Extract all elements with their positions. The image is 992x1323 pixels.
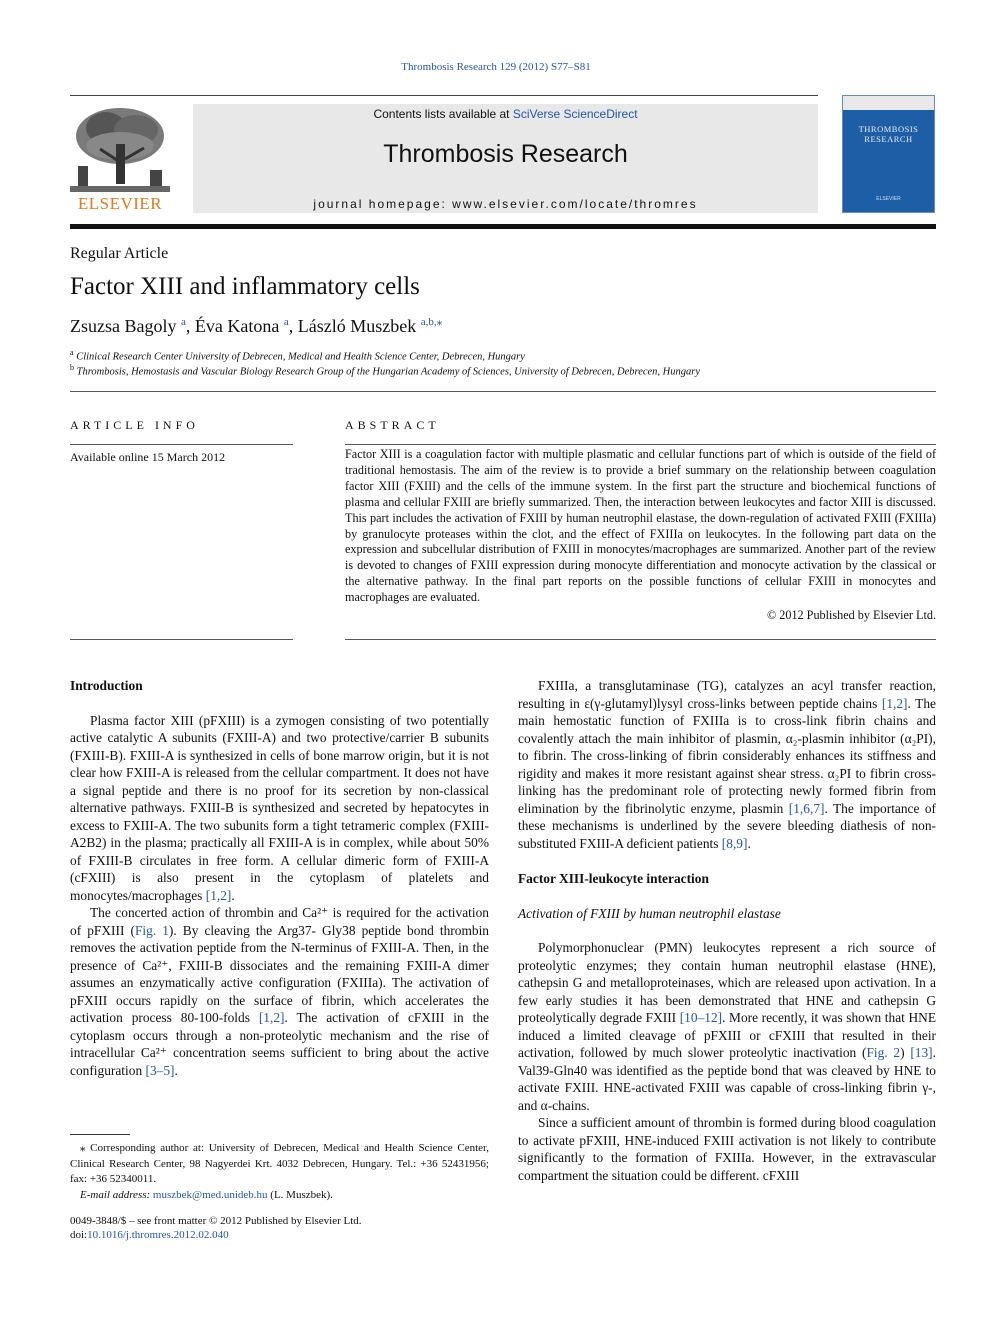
paragraph-text: . The importance of these mechanisms is underlined by the severe bleeding diathesis of non-substituted FXIII-A deficient patients — [518, 800, 936, 851]
author-marks[interactable]: a — [283, 316, 289, 328]
sciencedirect-link[interactable]: SciVerse ScienceDirect — [512, 107, 638, 121]
journal-cover-image — [842, 95, 935, 213]
footnotes — [70, 1141, 489, 1203]
paragraph-text: . Val39-Gln40 was identified as the peptide bond that was cleaved by HNE to activate FXIII. HNE-activated FXIII was capable of cross-linking fibrin γ-, and α-chains. — [518, 1045, 936, 1113]
affiliation-mark: b — [70, 363, 74, 372]
paragraph-text: ) — [900, 1045, 911, 1060]
paragraph-text: . The activation of cFXIII in the cytoplasm occurs through a non-proteolytic mechanism and the rise of intracellular Ca²⁺ concentration seems sufficient to bring about the active configuration — [70, 1010, 489, 1078]
affiliation-text: Clinical Research Center University of Debrecen, Medical and Health Science Center, Debrecen, Hungary — [76, 351, 525, 363]
doi-label: doi: — [70, 1229, 88, 1241]
author-name: László Muszbek — [297, 316, 417, 336]
reference-link[interactable]: [1,2] — [881, 695, 908, 711]
affiliation-mark: a — [70, 348, 74, 357]
elsevier-logo — [70, 104, 170, 214]
paragraph-text: Polymorphonuclear (PMN) leukocytes represent a rich source of proteolytic enzymes; they contain human neutrophil elastase (HNE), cathepsin G and metalloproteinases, which are released upon activation. In a few early studies it has been demonstrated that HNE and cathepsin G proteolytically degrade FXIII — [518, 940, 936, 1025]
info-rule-bottom — [70, 639, 293, 640]
article-type: Regular Article — [70, 245, 169, 262]
doi-link[interactable]: 10.1016/j.thromres.2012.02.040 — [87, 1229, 229, 1241]
email-link[interactable]: muszbek@med.unideb.hu — [152, 1188, 268, 1201]
reference-link[interactable]: [3–5] — [145, 1062, 175, 1078]
author-marks[interactable]: a,b,⁎ — [420, 316, 443, 328]
cover-title: THROMBOSIS RESEARCH — [858, 124, 919, 144]
affiliation — [70, 348, 525, 363]
section-rule — [70, 391, 936, 392]
paragraph-text: . More recently, it was shown that HNE induced a limited cleavage of pFXIII or cFXIII that resulted in their activation, followed by much slower proteolytic inactivation ( — [518, 1010, 936, 1060]
affiliation-text: Thrombosis, Hemostasis and Vascular Biology Research Group of the Hungarian Academy of Sciences, University of Debrecen, Debrecen, Hungary — [76, 366, 701, 378]
paragraph-text: The concerted action of thrombin and Ca²⁺ is required for the activation of pFXIII ( — [70, 905, 489, 938]
footnote-rule — [70, 1134, 130, 1135]
issn-block — [70, 1214, 362, 1242]
abstract-rule-bottom — [345, 639, 936, 640]
abstract-copyright: © 2012 Published by Elsevier Ltd. — [766, 608, 936, 622]
author-name: Zsuzsa Bagoly — [70, 316, 177, 336]
body-column-left — [70, 677, 489, 1079]
author-marks[interactable]: a — [180, 316, 186, 328]
reference-link[interactable]: [1,2] — [258, 1010, 285, 1025]
issn-line: 0049-3848/$ – see front matter © 2012 Published by Elsevier Ltd. — [70, 1215, 362, 1227]
subsection-heading: Activation of FXIII by human neutrophil elastase — [518, 905, 781, 921]
contents-prefix: Contents lists available at — [373, 107, 513, 121]
homepage-prefix: journal homepage: — [313, 197, 453, 211]
email-note — [70, 1188, 489, 1204]
paragraph: Since a sufficient amount of thrombin is formed during blood coagulation to activate pFXIII, HNE-induced FXIII activation is not likely to contribute significantly to the formation of FXIIIa. However, in the extravascular compartment the situation could be different. cFXIII — [518, 1115, 936, 1183]
doi-line — [70, 1228, 362, 1242]
header-rule — [70, 95, 818, 96]
email-label: E-mail address: — [80, 1188, 153, 1201]
info-rule — [70, 444, 293, 445]
figure-link[interactable]: Fig. 1 — [134, 922, 169, 938]
article-info-heading: ARTICLE INFO — [70, 418, 199, 432]
paragraph-text: ). By cleaving the Arg37- Gly38 peptide bond thrombin removes the activation peptide from the N-terminus of FXIII-A. Then, in the presence of Ca²⁺, FXIII-B dissociates and the remaining FXIII-A dimer assumes an enzymatically active configuration (FXIIIa). The activation of pFXIII occurs rapidly on the surface of fibrin, which accelerates the activation process 80-100-folds — [70, 922, 489, 1025]
elsevier-wordmark: ELSEVIER — [77, 194, 163, 213]
abstract-rule — [345, 444, 936, 445]
cover-publisher: ELSEVIER — [876, 196, 901, 202]
header-thick-rule — [70, 224, 936, 229]
paragraph: FXIIIa, a transglutaminase (TG), catalyzes an acyl transfer reaction, resulting in ε(γ-glutamyl)lysyl cross-links between peptide chains [1,2]. The main hemostatic function of FXIIIa is to cross-link fibrin chains and covalently attach the main inhibitor of plasmin, α₂-plasmin inhibitor (α₂PI), to fibrin. The cross-linking of fibrin considerably enhances its stiffness and rigidity and makes it more resistant against shear stress. α₂PI to fibrin cross-linking has the predominant role of protecting newly formed fibrin from elimination by the fibrinolytic enzyme, plasmin [1,6,7]. The importance of these mechanisms is underlined by the severe bleeding diathesis of non-substituted FXIII-A deficient patients [8,9]. — [518, 678, 936, 851]
reference-link[interactable]: [10–12] — [679, 1010, 723, 1025]
corresponding-author-note: ⁎ Corresponding author at: University of Debrecen, Medical and Health Science Center, Clinical Research Center, 98 Nagyerdei Krt. 4032 Debrecen, Hungary. Tel.: +36 52431956; fax: +36 52340011. — [70, 1142, 489, 1185]
reference-link[interactable]: [1,6,7] — [788, 800, 825, 816]
homepage-url[interactable]: www.elsevier.com/locate/thromres — [452, 197, 698, 211]
journal-name: Thrombosis Research — [383, 140, 628, 168]
author-list: Zsuzsa Bagoly $^a$, Éva Katona $^a$, László Muszbek $^{a,b,⁎}$ — [70, 316, 443, 336]
reference-link[interactable]: [1,2] — [205, 887, 232, 903]
section-heading-leukocyte-interaction: Factor XIII-leukocyte interaction — [518, 871, 709, 886]
email-suffix: (L. Muszbek). — [267, 1188, 333, 1201]
paragraph: The concerted action of thrombin and Ca²⁺ is required for the activation of pFXIII (Fig. 1). By cleaving the Arg37- Gly38 peptide bond thrombin removes the activation peptide from the N-terminus of FXIII-A. Then, in the presence of Ca²⁺, FXIII-B dissociates and the remaining FXIII-A dimer assumes an enzymatically active configuration (FXIIIa). The activation of pFXIII occurs rapidly on the surface of fibrin, which accelerates the activation process 80-100-folds [1,2]. The activation of cFXIII in the cytoplasm occurs through a non-proteolytic mechanism and the rise of intracellular Ca²⁺ concentration seems sufficient to bring about the active configuration [3–5]. — [70, 905, 489, 1078]
article-title: Factor XIII and inflammatory cells — [70, 273, 420, 300]
figure-link[interactable]: Fig. 2 — [866, 1045, 901, 1060]
journal-header-box — [193, 104, 818, 213]
body-column-right — [518, 677, 936, 1184]
contents-line — [193, 107, 818, 121]
affiliation — [70, 363, 700, 378]
reference-link[interactable]: [13] — [910, 1045, 933, 1060]
paragraph-text: . The main hemostatic function of FXIIIa is to cross-link fibrin chains and covalently attach the main inhibitor of plasmin, α₂-plasmin inhibitor (α₂PI), to fibrin. The cross-linking of fibrin considerably enhances its stiffness and rigidity and makes it more resistant against shear stress. α₂PI to fibrin cross-linking has the predominant role of protecting newly formed fibrin from elimination by the fibrinolytic enzyme, plasmin — [518, 695, 936, 816]
journal-citation[interactable]: Thrombosis Research 129 (2012) S77–S81 — [401, 61, 591, 73]
section-heading-introduction: Introduction — [70, 678, 143, 693]
paragraph-text: FXIIIa, a transglutaminase (TG), catalyzes an acyl transfer reaction, resulting in ε(γ-glutamyl)lysyl cross-links between peptide chains — [518, 678, 936, 711]
abstract-heading: ABSTRACT — [345, 418, 440, 432]
available-online-date: Available online 15 March 2012 — [70, 450, 226, 464]
abstract-text: Factor XIII is a coagulation factor with multiple plasmatic and cellular functions part of which is outside of the field of traditional hemostasis. The aim of the review is to provide a brief summary on the relationship between coagulation factor XIII (FXIII) and the cells of the immune system. In the first part the structure and biochemical functions of plasma and cellular FXIII are briefly summarized. Then, the interaction between leukocytes and factor XIII is discussed. This part includes the activation of FXIII by human neutrophil elastase, the down-regulation of activated FXIII (FXIIIa) by granulocyte proteases within the clot, and the effect of FXIIIa on leukocytes. In the following part data on the expression and subcellular distribution of FXIII in monocytes/macrophages are summarized. Another part of the review is devoted to changes of FXIII expression during monocyte differentiation and monocyte activation by the classical or the alternative pathway. In the final part reports on the possible functions of cellular FXIII in monocytes and macrophages are evaluated. — [345, 447, 936, 605]
reference-link[interactable]: [8,9] — [721, 835, 748, 851]
journal-homepage — [193, 197, 818, 211]
author-name: Éva Katona — [194, 316, 280, 336]
elsevier-tree-icon — [70, 104, 170, 192]
paragraph-text: Plasma factor XIII (pFXIII) is a zymogen consisting of two potentially active catalytic A subunits (FXIII-A) and two protective/carrier B subunits (FXIII-B). FXIII-A is synthesized in cells of bone marrow origin, but it is not clear how FXIII-A is released from the cellular compartment. It does not have a signal peptide and there is no proof for its secretion by non-classical alternative pathways. FXIII-B is synthesized and secreted by hepatocytes in excess to FXIII-A. The two subunits form a tight tetrameric complex (FXIII-A2B2) in the plasma; practically all FXIII-A is in complex, while about 50% of FXIII-B circulates in free form. A cellular dimeric form of FXIII-A (cFXIII) is also present in the cytoplasm of platelets and monocytes/macrophages — [70, 712, 489, 903]
paragraph — [518, 939, 936, 1114]
cover-top-band — [843, 96, 934, 110]
paragraph: Plasma factor XIII (pFXIII) is a zymogen consisting of two potentially active catalytic A subunits (FXIII-A) and two protective/carrier B subunits (FXIII-B). FXIII-A is synthesized in cells of bone marrow origin, but it is not clear how FXIII-A is released from the cellular compartment. It does not have a signal peptide and there is no proof for its secretion by non-classical alternative pathways. FXIII-B is synthesized and secreted by hepatocytes in excess to FXIII-A. The two subunits form a tight tetrameric complex (FXIII-A2B2) in the plasma; practically all FXIII-A is in complex, while about 50% of FXIII-B circulates in free form. A cellular dimeric form of FXIII-A (cFXIII) is also present in the cytoplasm of platelets and monocytes/macrophages [1,2]. — [70, 712, 489, 903]
